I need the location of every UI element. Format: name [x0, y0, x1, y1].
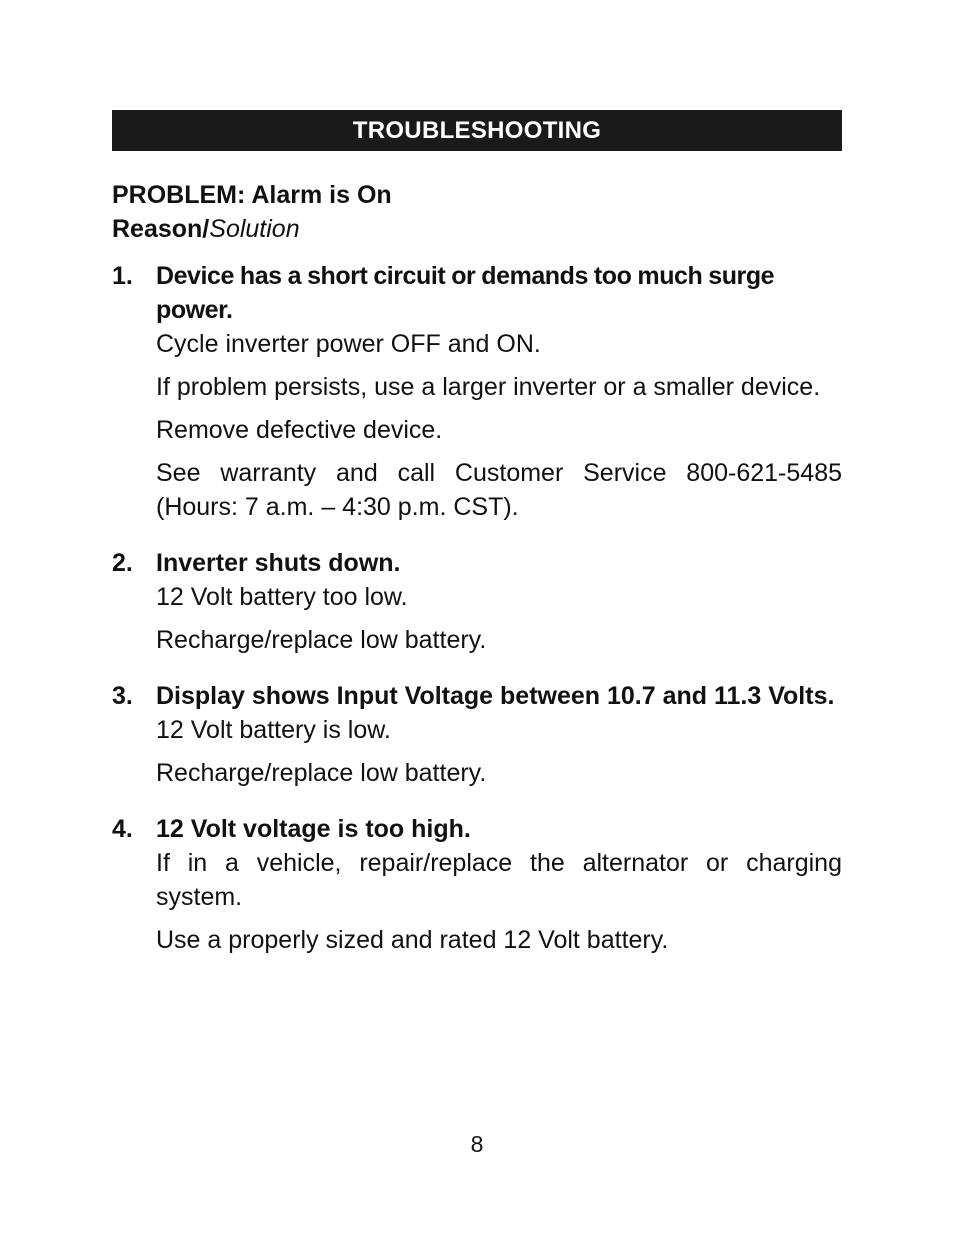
- list-item: [112, 812, 842, 957]
- item-number: 1.: [112, 262, 133, 290]
- reason-solution-legend: [112, 212, 842, 246]
- item-heading: Device has a short circuit or demands too much surge power.: [156, 262, 775, 324]
- solution-text: 12 Volt battery too low.: [156, 583, 408, 611]
- troubleshooting-list: [112, 259, 842, 957]
- item-number: 3.: [112, 682, 133, 710]
- solution-text: If problem persists, use a larger inverter or a smaller device.: [156, 373, 821, 401]
- item-heading: Inverter shuts down.: [156, 549, 401, 577]
- solution-text: See warranty and call Customer Service 800-621-5485 (Hours: 7 a.m. – 4:30 p.m. CST).: [156, 459, 842, 521]
- solution-text: Remove defective device.: [156, 416, 443, 444]
- problem-title: PROBLEM: Alarm is On: [112, 181, 392, 209]
- list-item: [112, 259, 842, 524]
- solution-text: Recharge/replace low battery.: [156, 759, 487, 787]
- item-number: 4.: [112, 815, 133, 843]
- manual-page: [112, 110, 842, 979]
- solution-text: Cycle inverter power OFF and ON.: [156, 330, 541, 358]
- solution-text: If in a vehicle, repair/replace the alternator or charging system.: [156, 849, 842, 911]
- list-item: [112, 679, 842, 790]
- solution-text: 12 Volt battery is low.: [156, 716, 391, 744]
- item-heading: 12 Volt voltage is too high.: [156, 815, 471, 843]
- item-heading: Display shows Input Voltage between 10.7 and 11.3 Volts.: [156, 682, 835, 710]
- solution-label: Solution: [209, 215, 300, 243]
- section-header: TROUBLESHOOTING: [112, 110, 842, 151]
- item-number: 2.: [112, 549, 133, 577]
- page-number: 8: [470, 1131, 484, 1157]
- solution-text: Use a properly sized and rated 12 Volt battery.: [156, 926, 669, 954]
- solution-text: Recharge/replace low battery.: [156, 626, 487, 654]
- reason-label: Reason/: [112, 215, 210, 243]
- list-item: [112, 546, 842, 657]
